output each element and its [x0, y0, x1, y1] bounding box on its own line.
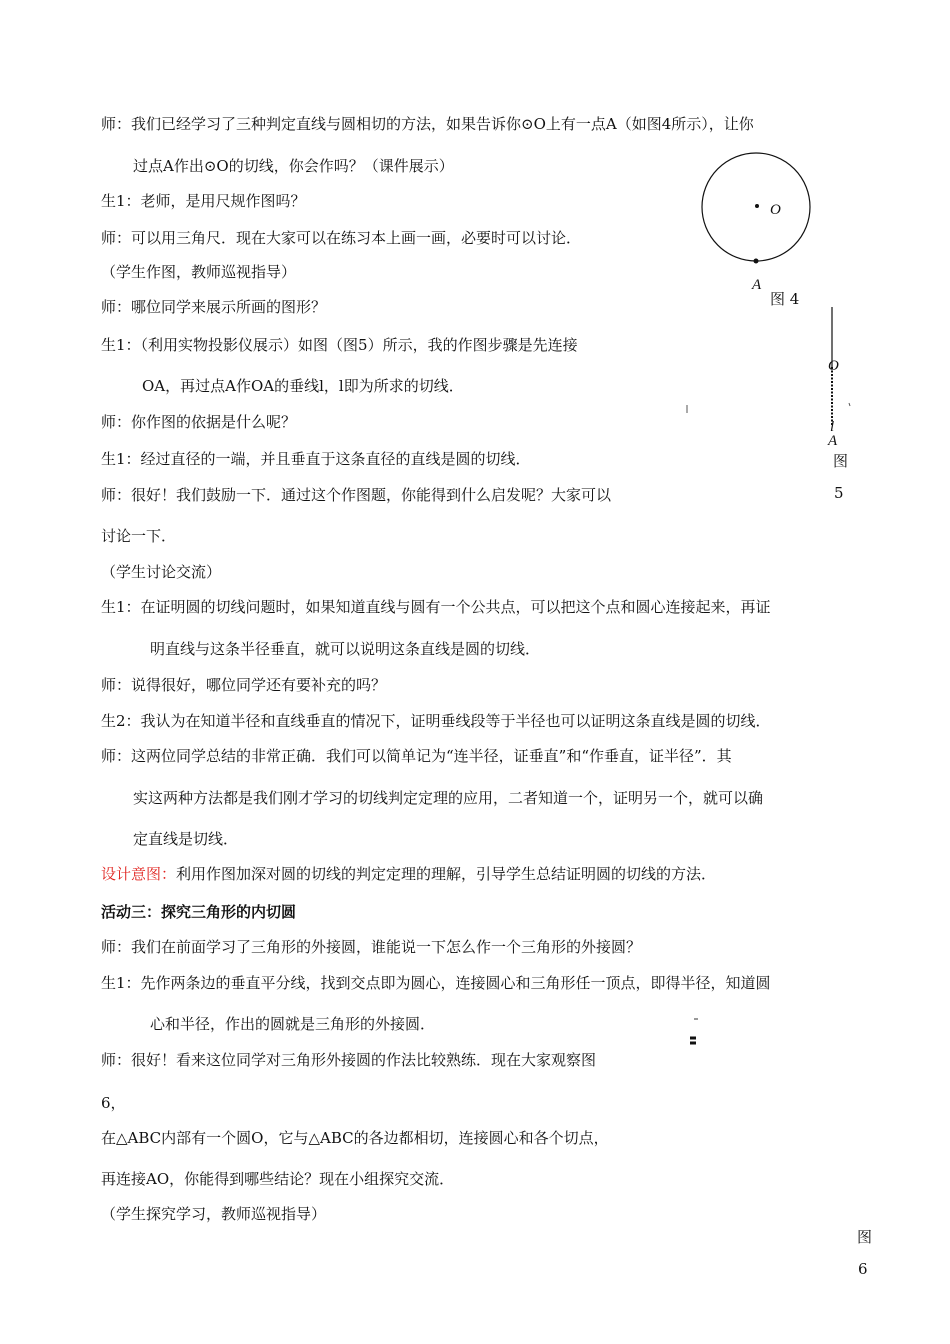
figure-5-line-label: l [830, 419, 835, 435]
text-line-content: 生1：经过直径的一端，并且垂直于这条直径的直线是圆的切线． [101, 450, 531, 468]
text-line [101, 1050, 596, 1070]
text-line [101, 297, 326, 317]
text-line-content: 生1：在证明圆的切线问题时，如果知道直线与圆有一个公共点，可以把这个点和圆心连接起来，再证 [101, 598, 771, 616]
figure-5-caption-b: 5 [834, 484, 844, 502]
text-line [101, 228, 581, 248]
text-line [101, 114, 754, 134]
text-line-content: 师：这两位同学总结的非常正确．我们可以简单记为“连半径，证垂直”和“作垂直，证半径”．其 [101, 747, 732, 765]
text-line-content: 明直线与这条半径垂直，就可以说明这条直线是圆的切线． [150, 640, 541, 658]
text-line-content: 实这两种方法都是我们刚才学习的切线判定定理的应用，二者知道一个，证明另一个，就可以确 [133, 789, 764, 807]
text-line [101, 973, 771, 993]
text-line-content: 心和半径，作出的圆就是三角形的外接圆． [150, 1015, 436, 1033]
text-line-content: 讨论一下． [101, 527, 177, 545]
text-line [101, 1128, 609, 1148]
text-line-content: 活动三：探究三角形的内切圆 [101, 903, 297, 921]
text-line [101, 711, 771, 731]
figure-4-center-label: O [770, 202, 781, 218]
figure-5-point-label: A [828, 433, 838, 449]
text-line [133, 156, 454, 176]
figure-4-point-label: A [752, 277, 762, 293]
text-line-content: 生1：先作两条边的垂直平分线，找到交点即为圆心，连接圆心和三角形任一顶点，即得半径，知道圆 [101, 974, 771, 992]
text-line [133, 788, 763, 808]
text-line [101, 1204, 326, 1224]
figure-5-caption-a: 图 [833, 452, 849, 470]
text-line-content: 定直线是切线． [133, 830, 239, 848]
point-a [754, 259, 759, 264]
text-line [133, 829, 238, 849]
text-line [101, 1093, 126, 1113]
text-line-content: 师：我们在前面学习了三角形的外接圆，谁能说一下怎么作一个三角形的外接圆？ [101, 938, 642, 956]
figure-6-placeholder-marks [686, 1015, 706, 1050]
text-line [101, 1169, 454, 1189]
text-line-content: 在△ABC内部有一个圆O，它与△ABC的各边都相切，连接圆心和各个切点， [101, 1129, 609, 1147]
text-line [101, 412, 296, 432]
text-line [101, 864, 716, 884]
text-line-content: （学生探究学习，教师巡视指导） [101, 1205, 327, 1223]
text-line-content: （学生讨论交流） [101, 563, 222, 581]
text-line [101, 191, 306, 211]
text-line-content: （学生作图，教师巡视指导） [101, 263, 297, 281]
text-line-content: 师：我们已经学习了三种判定直线与圆相切的方法，如果告诉你⊙O上有一点A（如图4所示），让你 [101, 115, 754, 133]
text-line-content: 生1：（利用实物投影仪展示）如图（图5）所示，我的作图步骤是先连接 [101, 336, 578, 354]
text-line [101, 485, 611, 505]
text-line [101, 937, 641, 957]
text-line [101, 449, 531, 469]
text-line [101, 902, 296, 922]
text-line-content: 师：很好！看来这位同学对三角形外接圆的作法比较熟练．现在大家观察图 [101, 1051, 597, 1069]
figure-4-caption: 图 4 [770, 290, 800, 308]
figure-6-caption-a: 图 [857, 1228, 873, 1246]
text-line-content: 师：说得很好，哪位同学还有要补充的吗？ [101, 676, 387, 694]
text-line [101, 562, 221, 582]
text-line-content: 6， [101, 1094, 126, 1112]
text-line [150, 639, 540, 659]
text-line [101, 526, 176, 546]
figure-6-caption-b: 6 [858, 1260, 868, 1278]
text-line-content: 生1：老师，是用尺规作图吗？ [101, 192, 306, 210]
figure-4-circle-diagram [698, 150, 818, 280]
text-line-content: 利用作图加深对圆的切线的判定定理的理解，引导学生总结证明圆的切线的方法． [176, 865, 717, 883]
center-point-o [755, 204, 759, 208]
text-line-content: 师：很好！我们鼓励一下．通过这个作图题，你能得到什么启发呢？大家可以 [101, 486, 612, 504]
text-line-content: 过点A作出⊙O的切线，你会作吗？（课件展示） [133, 157, 454, 175]
text-line-content: OA，再过点A作OA的垂线l，l即为所求的切线． [142, 377, 464, 395]
text-line [101, 597, 771, 617]
text-line [142, 376, 464, 396]
text-line-content: 再连接AO，你能得到哪些结论？现在小组探究交流． [101, 1170, 455, 1188]
text-line-content: 师：可以用三角尺．现在大家可以在练习本上画一画，必要时可以讨论． [101, 229, 582, 247]
text-line [101, 675, 386, 695]
tick-mark-right [849, 403, 850, 406]
text-line [101, 262, 296, 282]
text-line [101, 746, 732, 766]
design-intent-label: 设计意图： [101, 865, 177, 883]
text-line-content: 生2：我认为在知道半径和直线垂直的情况下，证明垂线段等于半径也可以证明这条直线是圆的切线． [101, 712, 771, 730]
figure-5-center-label: O [828, 358, 839, 374]
text-line [101, 335, 578, 355]
text-line-content: 师：哪位同学来展示所画的图形？ [101, 298, 327, 316]
text-line-content: 师：你作图的依据是什么呢？ [101, 413, 297, 431]
text-line [150, 1014, 435, 1034]
